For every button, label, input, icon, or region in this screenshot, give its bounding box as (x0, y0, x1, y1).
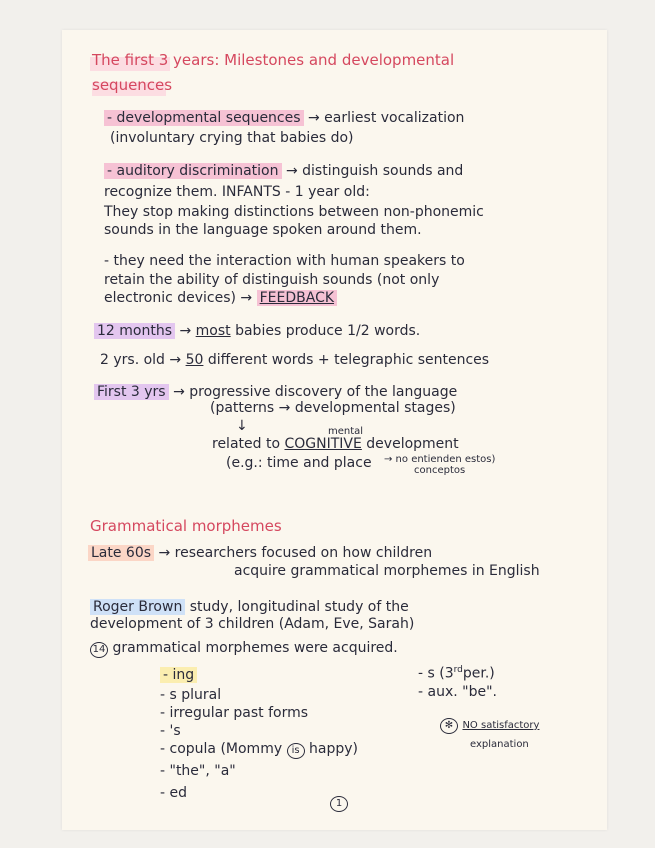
developmental-sequences-line: - developmental sequences → earliest vocalization (104, 110, 464, 126)
interaction-line-1: - they need the interaction with human speakers to (104, 253, 465, 269)
roger-brown-line-3: 14 grammatical morphemes were acquired. (90, 640, 398, 658)
example-note-2: conceptos (414, 465, 466, 476)
morpheme-3rd-person-s: - s (3rdper.) (418, 665, 495, 682)
developmental-sequences-note: (involuntary crying that babies do) (110, 130, 354, 146)
milestone-12-months-term: 12 months (94, 323, 175, 339)
auditory-line-2: recognize them. INFANTS - 1 year old: (104, 184, 370, 200)
morpheme-articles: - "the", "a" (160, 763, 236, 779)
morpheme-irregular-past: - irregular past forms (160, 705, 309, 721)
milestone-2-years-term: 2 yrs. old (100, 352, 165, 368)
auditory-line-3: They stop making distinctions between non-phonemic (104, 204, 484, 220)
page-title-line-2: sequences (92, 76, 173, 94)
cognitive-line: related to COGNITIVE development (212, 436, 459, 452)
morpheme-ing: - ing (160, 667, 197, 683)
mental-annotation: mental (328, 426, 364, 437)
example-line: (e.g.: time and place (226, 455, 372, 471)
example-note: → no entienden estos) (384, 454, 496, 465)
interaction-line-3: electronic devices) → FEEDBACK (104, 290, 337, 306)
no-satisfactory-note-2: explanation (470, 739, 529, 750)
auditory-discrimination-line: - auditory discrimination → distinguish sounds and (104, 163, 463, 179)
page-title-line-1: The first 3 years: Milestones and developmental (92, 51, 455, 69)
auditory-discrimination-term: - auditory discrimination (104, 163, 282, 179)
milestone-2-years: 2 yrs. old → 50 different words + telegraphic sentences (100, 352, 490, 368)
number-14-circled: 14 (90, 642, 108, 658)
milestone-12-months: 12 months → most babies produce 1/2 words. (94, 323, 420, 339)
late-60s-line: Late 60s → researchers focused on how children (88, 545, 432, 561)
morpheme-copula: - copula (Mommy is happy) (160, 741, 359, 757)
late-60s-line-2: acquire grammatical morphemes in English (234, 563, 540, 579)
page-number: 1 (330, 794, 348, 812)
developmental-sequences-term: - developmental sequences (104, 110, 304, 126)
patterns-line: (patterns → developmental stages) (210, 400, 456, 416)
auditory-line-4: sounds in the language spoken around them. (104, 222, 422, 238)
morpheme-possessive: - 's (160, 723, 181, 739)
milestone-first-3-years: First 3 yrs → progressive discovery of the language (94, 384, 457, 400)
morpheme-ed: - ed (160, 785, 188, 801)
grammatical-morphemes-heading: Grammatical morphemes (90, 517, 282, 535)
morpheme-s-plural: - s plural (160, 687, 222, 703)
interaction-line-2: retain the ability of distinguish sounds (not only (104, 272, 440, 288)
down-arrow: ↓ (236, 418, 248, 434)
no-satisfactory-note: ✻ NO satisfactory (440, 716, 539, 734)
late-60s-term: Late 60s (88, 545, 154, 561)
roger-brown-term: Roger Brown (90, 599, 185, 615)
roger-brown-line-2: development of 3 children (Adam, Eve, Sarah) (90, 616, 415, 632)
copula-is-circled: is (287, 743, 305, 759)
cognitive-term: COGNITIVE (284, 436, 362, 452)
milestone-first-3-years-term: First 3 yrs (94, 384, 169, 400)
morpheme-aux-be: - aux. "be". (418, 684, 497, 700)
asterisk-icon: ✻ (440, 718, 458, 734)
roger-brown-line: Roger Brown study, longitudinal study of the (90, 599, 409, 615)
feedback-term: FEEDBACK (257, 290, 337, 306)
